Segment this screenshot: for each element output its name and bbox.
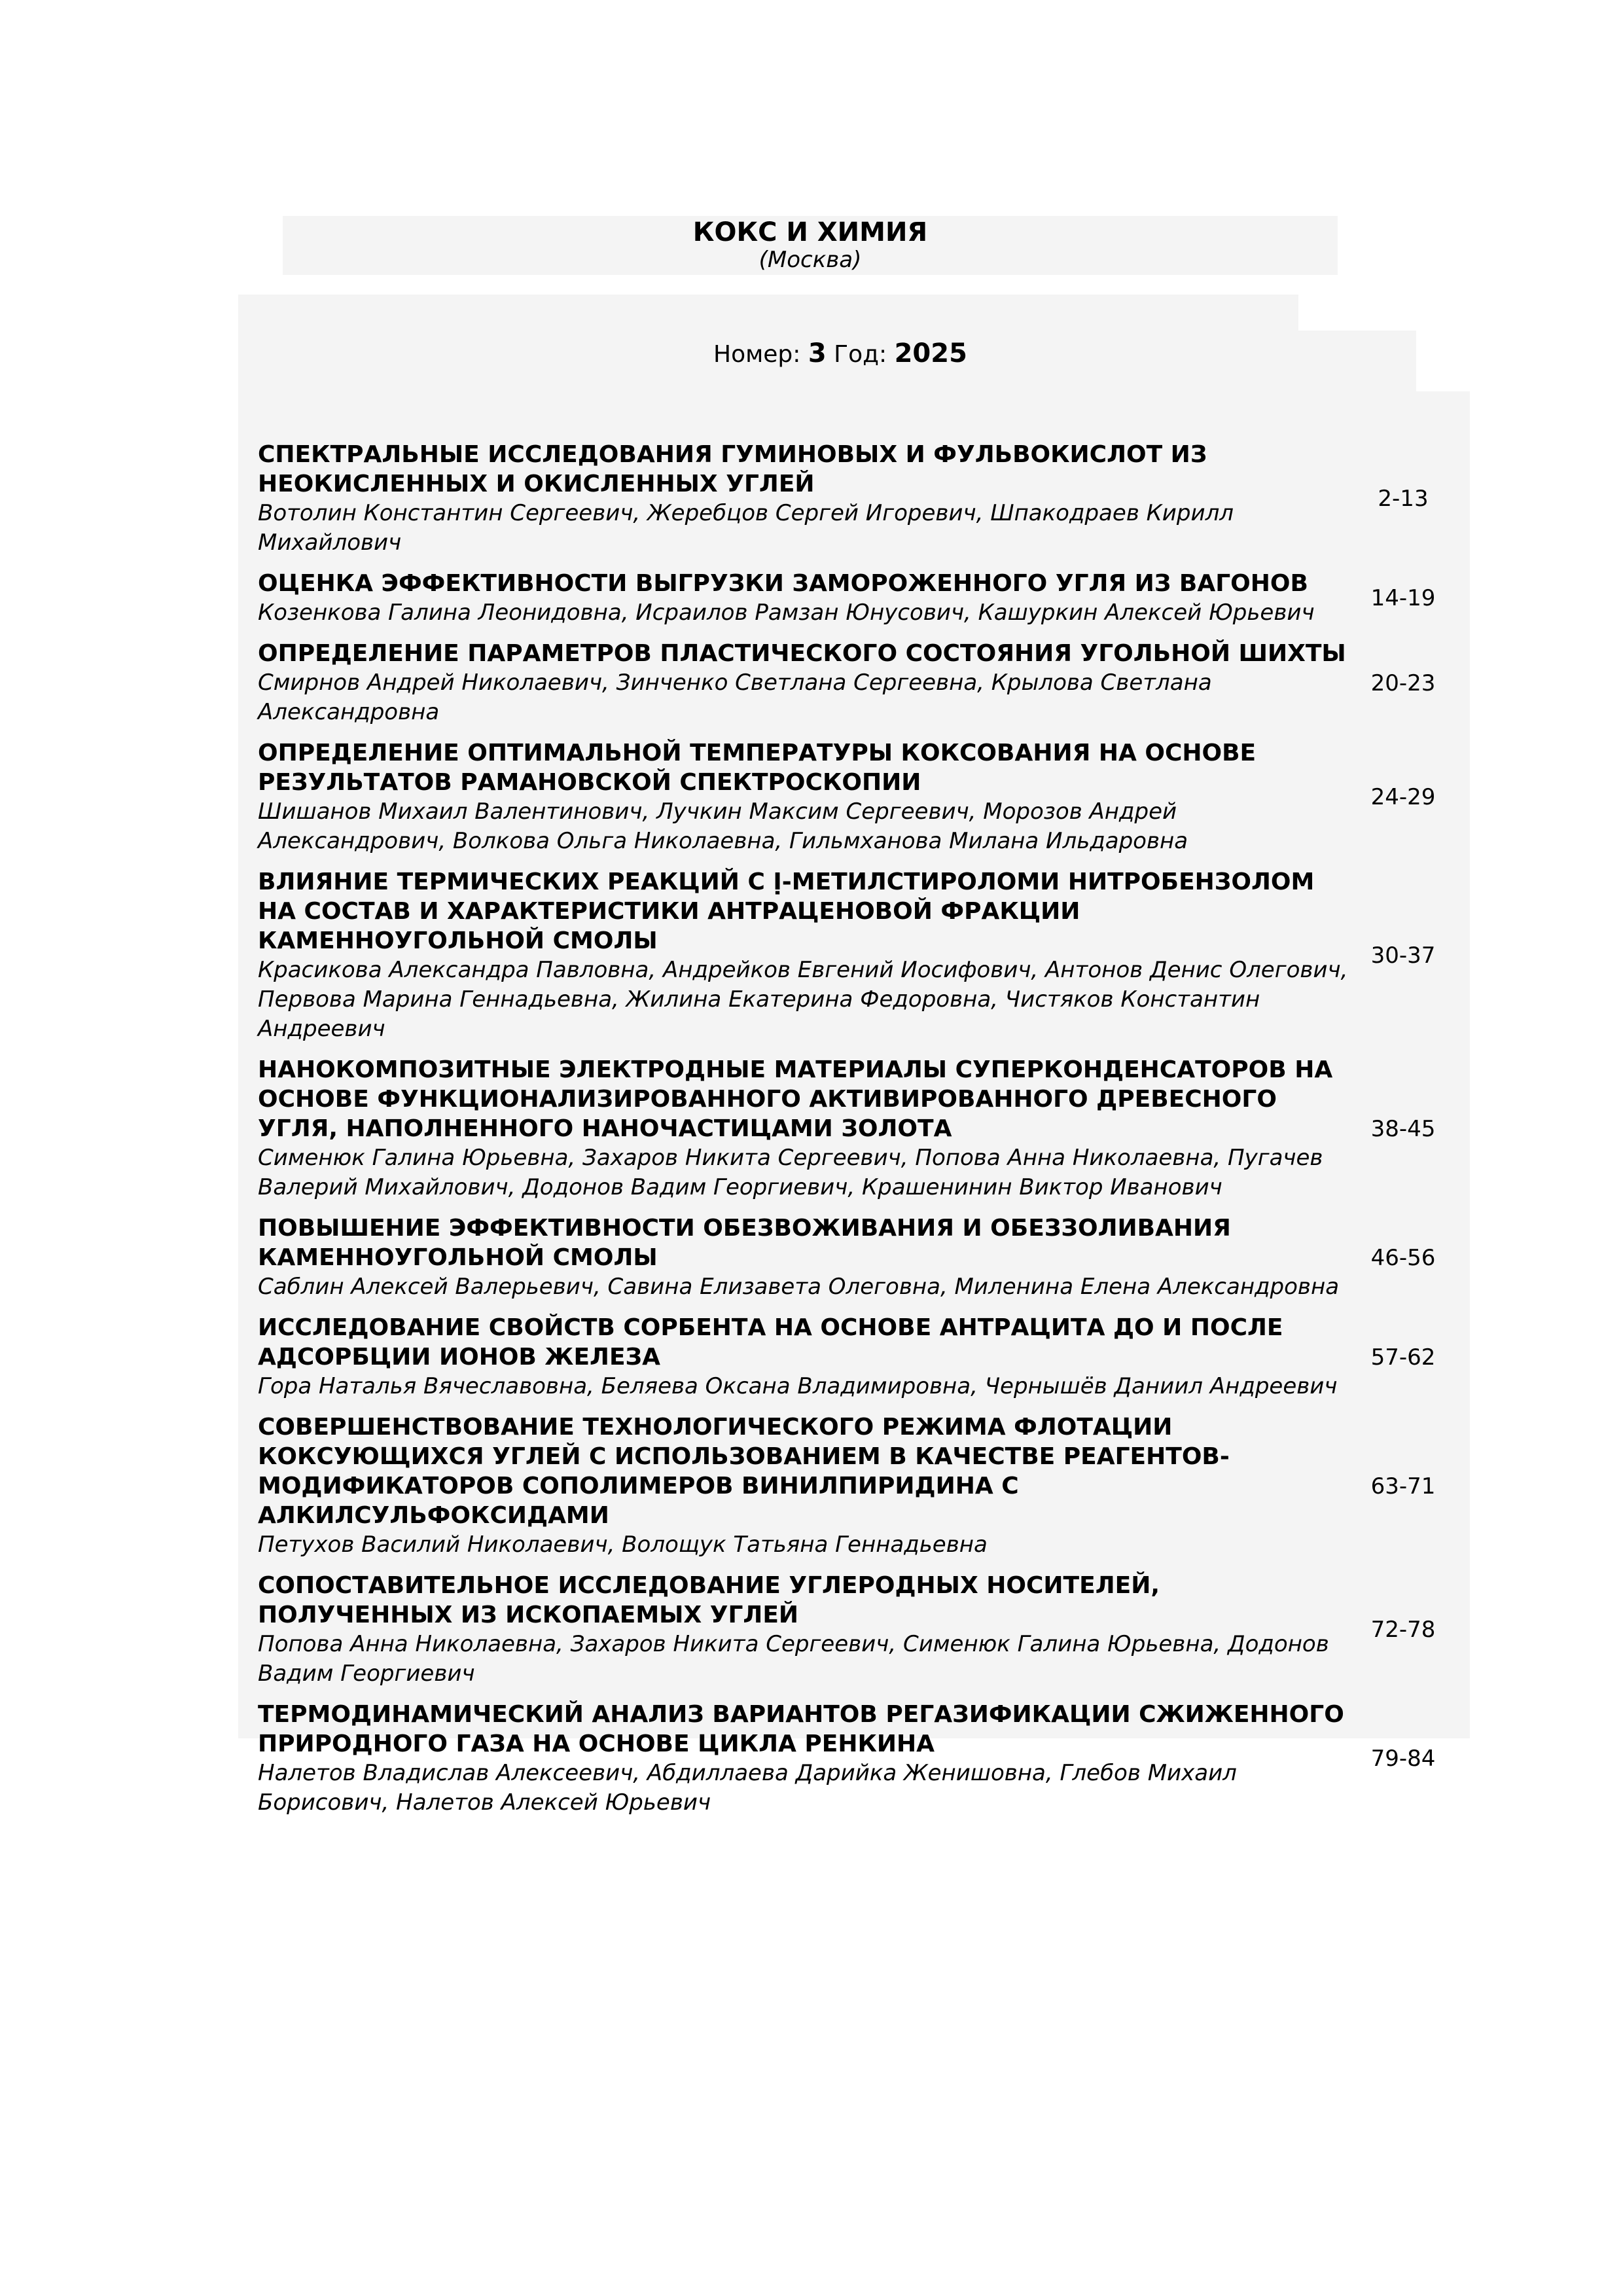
toc-entry — [258, 440, 1449, 558]
article-pages: 24-29 — [1370, 784, 1436, 810]
article-title[interactable]: СОВЕРШЕНСТВОВАНИЕ ТЕХНОЛОГИЧЕСКОГО РЕЖИМА ФЛОТАЦИИ КОКСУЮЩИХСЯ УГЛЕЙ С ИСПОЛЬЗОВАНИЕМ В КАЧЕСТВЕ РЕАГЕНТОВ-МОДИФИКАТОРОВ СОПОЛИМЕРОВ ВИНИЛПИРИДИНА С АЛКИЛСУЛЬФОКСИДАМИ — [258, 1414, 1230, 1529]
toc-entry — [258, 1571, 1449, 1689]
article-title[interactable]: ИССЛЕДОВАНИЕ СВОЙСТВ СОРБЕНТА НА ОСНОВЕ АНТРАЦИТА ДО И ПОСЛЕ АДСОРБЦИИ ИОНОВ ЖЕЛЕЗА — [258, 1314, 1283, 1371]
toc-entry — [258, 1055, 1449, 1202]
article-authors: Гора Наталья Вячеславовна, Беляева Оксана Владимировна, Чернышёв Даниил Андреевич — [258, 1373, 1338, 1399]
article-authors: Саблин Алексей Валерьевич, Савина Елизавета Олеговна, Миленина Елена Александровна — [258, 1274, 1340, 1300]
article-authors: Вотолин Константин Сергеевич, Жеребцов Сергей Игоревич, Шпакодраев Кирилл Михайлович — [258, 500, 1234, 556]
article-pages: 57-62 — [1370, 1344, 1436, 1371]
article-title[interactable]: ОЦЕНКА ЭФФЕКТИВНОСТИ ВЫГРУЗКИ ЗАМОРОЖЕННОГО УГЛЯ ИЗ ВАГОНОВ — [258, 570, 1308, 597]
journal-title: КОКС И ХИМИЯ — [692, 217, 928, 247]
toc-entry — [258, 1313, 1449, 1401]
article-title[interactable]: ВЛИЯНИЕ ТЕРМИЧЕСКИХ РЕАКЦИЙ С Ị-МЕТИЛСТИРОЛОМИ НИТРОБЕНЗОЛОМ НА СОСТАВ И ХАРАКТЕРИСТИКИ АНТРАЦЕНОВОЙ ФРАКЦИИ КАМЕННОУГОЛЬНОЙ СМОЛЫ — [258, 869, 1315, 954]
article-pages: 2-13 — [1378, 486, 1429, 512]
article-pages: 38-45 — [1370, 1115, 1436, 1142]
table-of-contents — [258, 440, 1449, 1829]
article-authors: Красикова Александра Павловна, Андрейков Евгений Иосифович, Антонов Денис Олегович, Первова Марина Геннадьевна, Жилина Екатерина Федоровна, Чистяков Константин Андреевич — [258, 957, 1348, 1042]
toc-entry — [258, 1213, 1449, 1302]
issue-year: 2025 — [894, 338, 967, 368]
article-title[interactable]: ОПРЕДЕЛЕНИЕ ПАРАМЕТРОВ ПЛАСТИЧЕСКОГО СОСТОЯНИЯ УГОЛЬНОЙ ШИХТЫ — [258, 640, 1346, 667]
journal-city: (Москва) — [758, 247, 862, 273]
issue-number: 3 — [808, 338, 827, 368]
article-pages: 30-37 — [1370, 942, 1436, 969]
article-pages: 79-84 — [1370, 1746, 1436, 1772]
toc-entry — [258, 1412, 1449, 1560]
article-authors: Сименюк Галина Юрьевна, Захаров Никита Сергеевич, Попова Анна Николаевна, Пугачев Валерий Михайлович, Додонов Вадим Георгиевич, Крашенинин Виктор Иванович — [258, 1145, 1323, 1200]
article-authors: Петухов Василий Николаевич, Волощук Татьяна Геннадьевна — [258, 1532, 988, 1558]
toc-entry — [258, 867, 1449, 1044]
toc-entry — [258, 738, 1449, 856]
article-pages: 14-19 — [1370, 585, 1436, 611]
article-pages: 46-56 — [1370, 1244, 1436, 1271]
issue-info — [713, 338, 967, 370]
issue-number-label: Номер: — [713, 341, 801, 368]
article-title[interactable]: СПЕКТРАЛЬНЫЕ ИССЛЕДОВАНИЯ ГУМИНОВЫХ И ФУЛЬВОКИСЛОТ ИЗ НЕОКИСЛЕННЫХ И ОКИСЛЕННЫХ УГЛЕЙ — [258, 441, 1207, 497]
article-title[interactable]: СОПОСТАВИТЕЛЬНОЕ ИССЛЕДОВАНИЕ УГЛЕРОДНЫХ НОСИТЕЛЕЙ, ПОЛУЧЕННЫХ ИЗ ИСКОПАЕМЫХ УГЛЕЙ — [258, 1572, 1160, 1628]
article-authors: Попова Анна Николаевна, Захаров Никита Сергеевич, Сименюк Галина Юрьевна, Додонов Вадим Георгиевич — [258, 1631, 1329, 1687]
article-title[interactable]: НАНОКОМПОЗИТНЫЕ ЭЛЕКТРОДНЫЕ МАТЕРИАЛЫ СУПЕРКОНДЕНСАТОРОВ НА ОСНОВЕ ФУНКЦИОНАЛИЗИРОВАННОГО АКТИВИРОВАННОГО ДРЕВЕСНОГО УГЛЯ, НАПОЛНЕННОГО НАНОЧАСТИЦАМИ ЗОЛОТА — [258, 1056, 1333, 1142]
journal-header — [283, 216, 1338, 275]
article-authors: Козенкова Галина Леонидовна, Исраилов Рамзан Юнусович, Кашуркин Алексей Юрьевич — [258, 600, 1315, 626]
article-title[interactable]: ТЕРМОДИНАМИЧЕСКИЙ АНАЛИЗ ВАРИАНТОВ РЕГАЗИФИКАЦИИ СЖИЖЕННОГО ПРИРОДНОГО ГАЗА НА ОСНОВЕ ЦИКЛА РЕНКИНА — [258, 1701, 1344, 1757]
article-authors: Шишанов Михаил Валентинович, Лучкин Максим Сергеевич, Морозов Андрей Александрович, Волкова Ольга Николаевна, Гильмханова Милана Ильдаровна — [258, 798, 1188, 854]
article-pages: 20-23 — [1370, 670, 1436, 696]
article-title[interactable]: ПОВЫШЕНИЕ ЭФФЕКТИВНОСТИ ОБЕЗВОЖИВАНИЯ И ОБЕЗЗОЛИВАНИЯ КАМЕННОУГОЛЬНОЙ СМОЛЫ — [258, 1215, 1231, 1271]
article-pages: 72-78 — [1370, 1617, 1436, 1643]
issue-year-label: Год: — [834, 341, 887, 368]
article-title[interactable]: ОПРЕДЕЛЕНИЕ ОПТИМАЛЬНОЙ ТЕМПЕРАТУРЫ КОКСОВАНИЯ НА ОСНОВЕ РЕЗУЛЬТАТОВ РАМАНОВСКОЙ СПЕКТРОСКОПИИ — [258, 740, 1257, 796]
article-authors: Смирнов Андрей Николаевич, Зинченко Светлана Сергеевна, Крылова Светлана Александровна — [258, 670, 1212, 725]
article-pages: 63-71 — [1370, 1473, 1436, 1499]
toc-entry — [258, 569, 1449, 628]
toc-entry — [258, 1700, 1449, 1818]
toc-entry — [258, 639, 1449, 727]
article-authors: Налетов Владислав Алексеевич, Абдиллаева Дарийка Женишовна, Глебов Михаил Борисович, Налетов Алексей Юрьевич — [258, 1760, 1237, 1816]
